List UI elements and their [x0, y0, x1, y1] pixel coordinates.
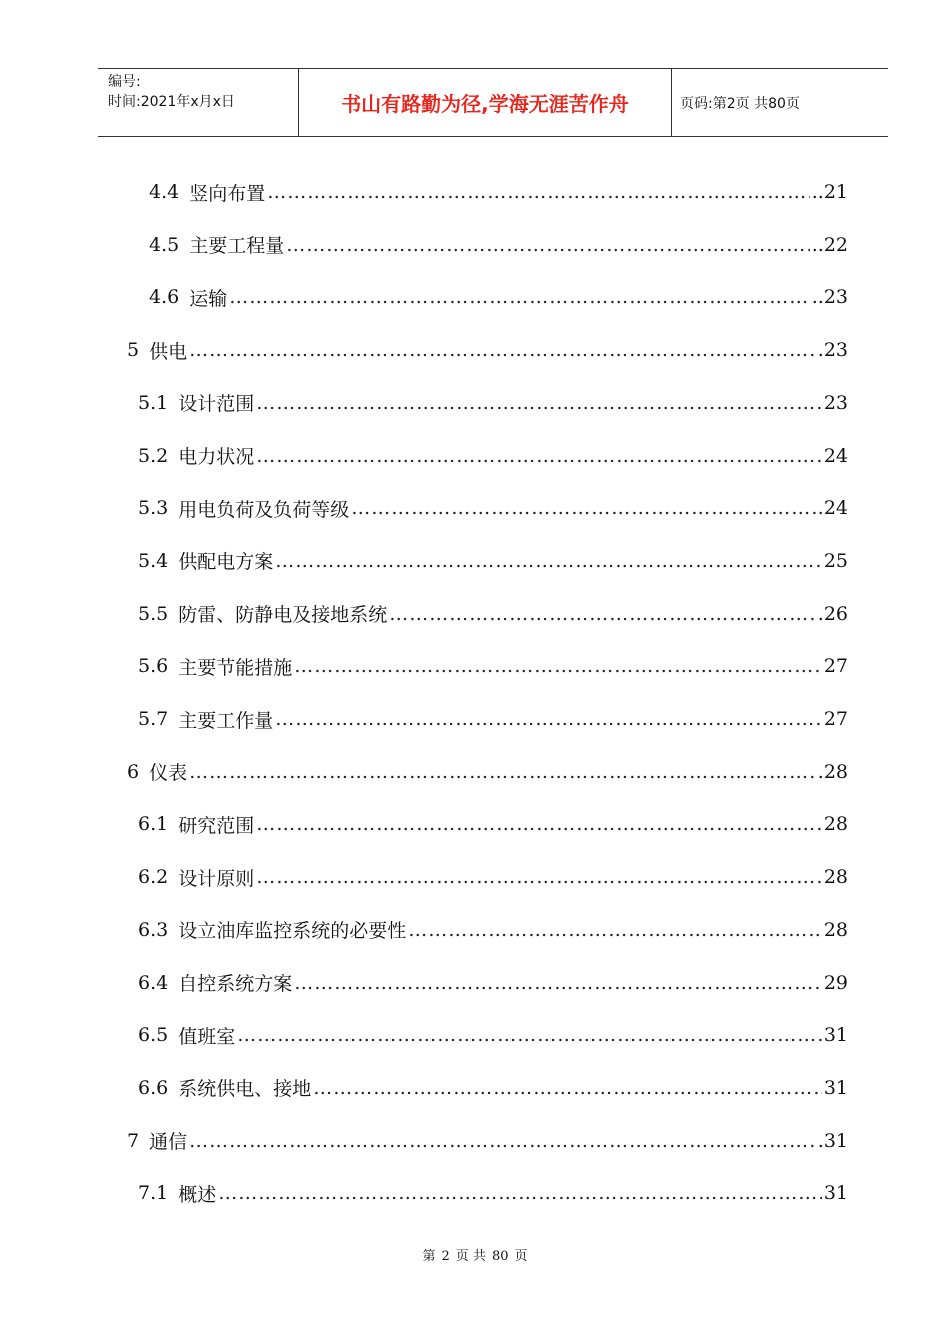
page-header	[98, 68, 888, 137]
toc-entry[interactable]	[127, 1127, 848, 1155]
toc-number: 5.7	[138, 708, 169, 730]
toc-leader-dots	[294, 972, 822, 994]
toc-number: 6.4	[138, 971, 169, 994]
toc-page-number: 31	[823, 1024, 848, 1047]
toc-leader-dots	[267, 181, 810, 203]
toc-page-number: 31	[823, 1182, 848, 1205]
toc-page-number: ..23	[811, 286, 848, 309]
code-label: 编号:	[108, 74, 141, 90]
toc-number: 4.5	[149, 233, 180, 256]
toc-entry[interactable]	[138, 442, 848, 470]
toc-entry[interactable]	[127, 336, 848, 364]
toc-title: 仪表	[149, 762, 188, 785]
toc-entry[interactable]	[138, 969, 848, 997]
toc-leader-dots	[189, 339, 816, 361]
toc-page-number: 24	[823, 497, 848, 520]
toc-title: 设计范围	[178, 393, 255, 416]
footer-total-pages: 80	[491, 1249, 509, 1264]
toc-title: 主要节能措施	[178, 656, 293, 679]
toc-leader-dots	[275, 708, 822, 730]
toc-leader-dots	[256, 392, 822, 414]
toc-leader-dots	[189, 761, 816, 783]
toc-page-number: ..21	[811, 181, 848, 203]
toc-title: 系统供电、接地	[178, 1078, 312, 1101]
toc-entry[interactable]	[138, 863, 848, 891]
toc-title: 竖向布置	[189, 182, 266, 205]
toc-number: 6.2	[138, 866, 169, 889]
toc-leader-dots	[256, 813, 822, 835]
toc-entry[interactable]	[138, 494, 848, 522]
toc-title: 通信	[149, 1131, 188, 1154]
toc-number: 7	[127, 1129, 140, 1152]
toc-leader-dots	[275, 550, 822, 572]
toc-page-number: 28	[823, 866, 848, 889]
toc-number: 5.5	[138, 602, 169, 625]
toc-page-number: 27	[823, 708, 848, 730]
toc-entry[interactable]	[138, 916, 848, 944]
toc-number: 7.1	[138, 1182, 169, 1205]
toc-leader-dots	[408, 919, 822, 941]
toc-page-number: .23	[817, 339, 848, 362]
toc-number: 6	[127, 760, 140, 783]
toc-title: 概述	[178, 1183, 217, 1206]
toc-title: 设立油库监控系统的必要性	[178, 920, 407, 943]
toc-number: 5.1	[138, 391, 169, 414]
toc-leader-dots	[313, 1077, 822, 1099]
toc-page-number: .28	[817, 760, 848, 783]
toc-number: 4.6	[149, 286, 180, 309]
toc-page-number: 28	[823, 813, 848, 836]
toc-entry[interactable]	[138, 652, 848, 680]
toc-page-number: 31	[823, 1076, 848, 1099]
toc-entry[interactable]	[138, 547, 848, 575]
toc-leader-dots	[286, 234, 810, 256]
toc-leader-dots	[351, 497, 822, 519]
toc-title: 值班室	[178, 1025, 236, 1048]
toc-leader-dots	[389, 603, 816, 625]
toc-leader-dots	[237, 1024, 822, 1046]
toc-entry[interactable]	[138, 389, 848, 417]
toc-leader-dots	[294, 655, 822, 677]
toc-entry[interactable]	[138, 810, 848, 838]
toc-entry[interactable]	[149, 283, 848, 311]
header-left-cell	[98, 69, 299, 136]
toc-page-number: 29	[823, 971, 848, 994]
header-motto: 书山有路勤为径,学海无涯苦作舟	[299, 69, 672, 136]
toc-title: 用电负荷及负荷等级	[178, 498, 350, 521]
toc-number: 5	[127, 339, 140, 362]
toc-number: 6.6	[138, 1076, 169, 1099]
header-page-info: 页码:第2页 共80页	[680, 95, 800, 112]
toc-title: 电力状况	[178, 446, 255, 468]
toc-page-number: .26	[817, 602, 848, 625]
toc-entry[interactable]	[138, 1179, 848, 1207]
toc-title: 主要工程量	[189, 235, 285, 258]
toc-title: 防雷、防静电及接地系统	[178, 604, 388, 627]
toc-number: 5.2	[138, 444, 169, 467]
toc-leader-dots	[256, 445, 822, 467]
toc-entry[interactable]	[149, 231, 848, 259]
toc-title: 供电	[149, 340, 188, 363]
toc-page-number: 23	[823, 391, 848, 414]
toc-entry[interactable]	[138, 705, 848, 733]
toc-title: 自控系统方案	[178, 973, 293, 995]
toc-entry[interactable]	[149, 178, 848, 206]
toc-leader-dots	[218, 1182, 822, 1204]
footer-prefix: 第	[422, 1249, 436, 1264]
page-footer	[0, 1245, 950, 1264]
toc-number: 6.3	[138, 918, 169, 941]
toc-leader-dots	[256, 866, 822, 888]
toc-entry[interactable]	[127, 758, 848, 786]
toc-number: 5.6	[138, 655, 169, 678]
toc-entry[interactable]	[138, 600, 848, 628]
footer-current-page: 2	[441, 1249, 450, 1264]
toc-number: 6.1	[138, 813, 169, 836]
toc-title: 运输	[189, 287, 228, 310]
toc-number: 6.5	[138, 1024, 169, 1047]
toc-leader-dots	[189, 1130, 816, 1152]
footer-suffix: 页	[514, 1249, 528, 1264]
toc-number: 5.4	[138, 549, 169, 572]
toc-page-number: 27	[823, 655, 848, 678]
time-label: 时间:2021年x月x日	[108, 94, 235, 110]
toc-leader-dots	[229, 286, 810, 308]
toc-number: 5.3	[138, 497, 169, 520]
toc-title: 供配电方案	[178, 551, 274, 574]
toc-page-number: 25	[823, 549, 848, 572]
toc-page-number: ..22	[811, 233, 848, 256]
footer-mid: 页 共	[455, 1249, 486, 1264]
toc-title: 主要工作量	[178, 709, 274, 732]
toc-entry[interactable]	[138, 1074, 848, 1102]
toc-page-number: .31	[817, 1129, 848, 1152]
toc-entry[interactable]	[138, 1021, 848, 1049]
toc-title: 设计原则	[178, 867, 255, 890]
toc-title: 研究范围	[178, 814, 255, 837]
toc-page-number: 28	[823, 918, 848, 941]
toc-number: 4.4	[149, 181, 180, 203]
toc-page-number: 24	[823, 444, 848, 467]
